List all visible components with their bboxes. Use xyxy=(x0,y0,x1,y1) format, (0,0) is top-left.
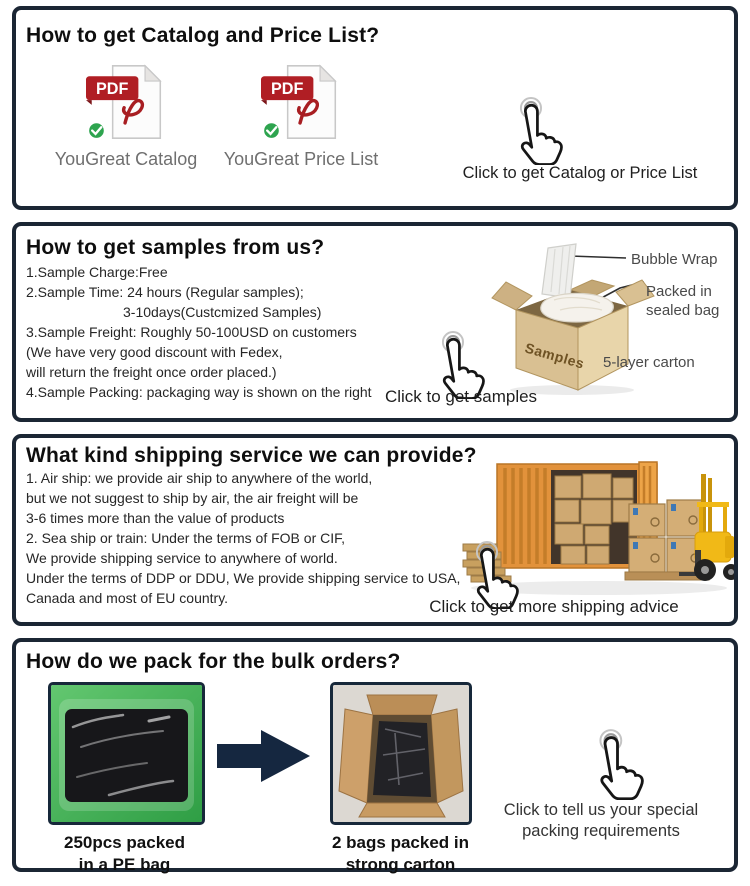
pdf-badge-text: PDF xyxy=(271,79,304,98)
pdf-file-icon xyxy=(257,62,345,142)
shipping-section xyxy=(12,434,738,626)
body-line: 4.Sample Packing: packaging way is shown on the right xyxy=(26,384,372,400)
shipping-section-title: What kind shipping service we can provide? xyxy=(26,444,477,467)
pdf-badge-text: PDF xyxy=(96,79,129,98)
samples-info-list xyxy=(26,262,372,402)
body-line: 3-10days(Custcmized Samples) xyxy=(123,304,322,320)
packed-in-label xyxy=(646,282,719,320)
packing-section-title: How do we pack for the bulk orders? xyxy=(26,650,401,673)
pe-bag-caption-line2: in a PE bag xyxy=(78,855,171,874)
body-line: (We have very good discount with Fedex, xyxy=(26,344,283,360)
body-line: We provide shipping service to anywhere of world. xyxy=(26,550,338,566)
pe-bag-photo xyxy=(48,682,205,825)
packed-in-line1: Packed in xyxy=(646,283,712,300)
carton-pack-caption-line2: strong carton xyxy=(345,855,456,874)
pricelist-pdf-item[interactable] xyxy=(212,62,390,170)
catalog-click-caption[interactable]: Click to get Catalog or Price List xyxy=(462,164,698,182)
samples-section xyxy=(12,222,738,422)
body-line: but we not suggest to ship by air, the air freight will be xyxy=(26,490,359,506)
catalog-pdf-item[interactable] xyxy=(42,62,210,170)
five-layer-carton-label: 5-layer carton xyxy=(603,354,695,371)
body-line: 3-6 times more than the value of products xyxy=(26,510,285,526)
catalog-pdf-label: YouGreat Catalog xyxy=(54,149,198,169)
samples-section-title: How to get samples from us? xyxy=(26,236,325,259)
samples-box-text: Samples xyxy=(523,339,587,372)
body-line: 2. Sea ship or train: Under the terms of FOB or CIF, xyxy=(26,530,346,546)
body-line: Under the terms of DDP or DDU, We provide shipping service to USA, xyxy=(26,570,461,586)
packing-click-caption[interactable] xyxy=(471,800,731,842)
body-line: 2.Sample Time: 24 hours (Regular samples); xyxy=(26,284,304,300)
body-line: Canada and most of EU country. xyxy=(26,590,229,606)
samples-click-caption[interactable]: Click to get samples xyxy=(384,387,538,406)
check-icon xyxy=(263,122,279,138)
bubble-wrap-label: Bubble Wrap xyxy=(631,251,718,268)
body-line: will return the freight once order placed.) xyxy=(26,364,277,380)
tap-icon[interactable] xyxy=(585,728,645,800)
shipping-click-caption[interactable]: Click to get more shipping advice xyxy=(429,597,679,616)
shipping-info-list xyxy=(26,468,460,608)
body-line: 1.Sample Charge:Free xyxy=(26,264,168,280)
pe-bag-caption-line1: 250pcs packed xyxy=(64,833,185,852)
body-line: 1. Air ship: we provide air ship to anywhere of the world, xyxy=(26,470,373,486)
catalog-section xyxy=(12,6,738,210)
packing-click-caption-line2: packing requirements xyxy=(522,822,680,840)
packing-section xyxy=(12,638,738,872)
carton-pack-caption xyxy=(308,832,493,876)
pricelist-pdf-label: YouGreat Price List xyxy=(223,149,379,169)
body-line: 3.Sample Freight: Roughly 50-100USD on customers xyxy=(26,324,357,340)
catalog-section-title: How to get Catalog and Price List? xyxy=(26,24,380,47)
packing-click-caption-line1: Click to tell us your special xyxy=(503,801,699,819)
check-icon xyxy=(88,122,104,138)
right-arrow-icon xyxy=(217,728,312,784)
carton-pack-caption-line1: 2 bags packed in xyxy=(332,833,469,852)
carton-pack-photo xyxy=(330,682,472,825)
pe-bag-caption xyxy=(32,832,217,876)
tap-icon[interactable] xyxy=(506,96,564,165)
packed-in-line2: sealed bag xyxy=(646,302,720,319)
pdf-file-icon xyxy=(82,62,170,142)
